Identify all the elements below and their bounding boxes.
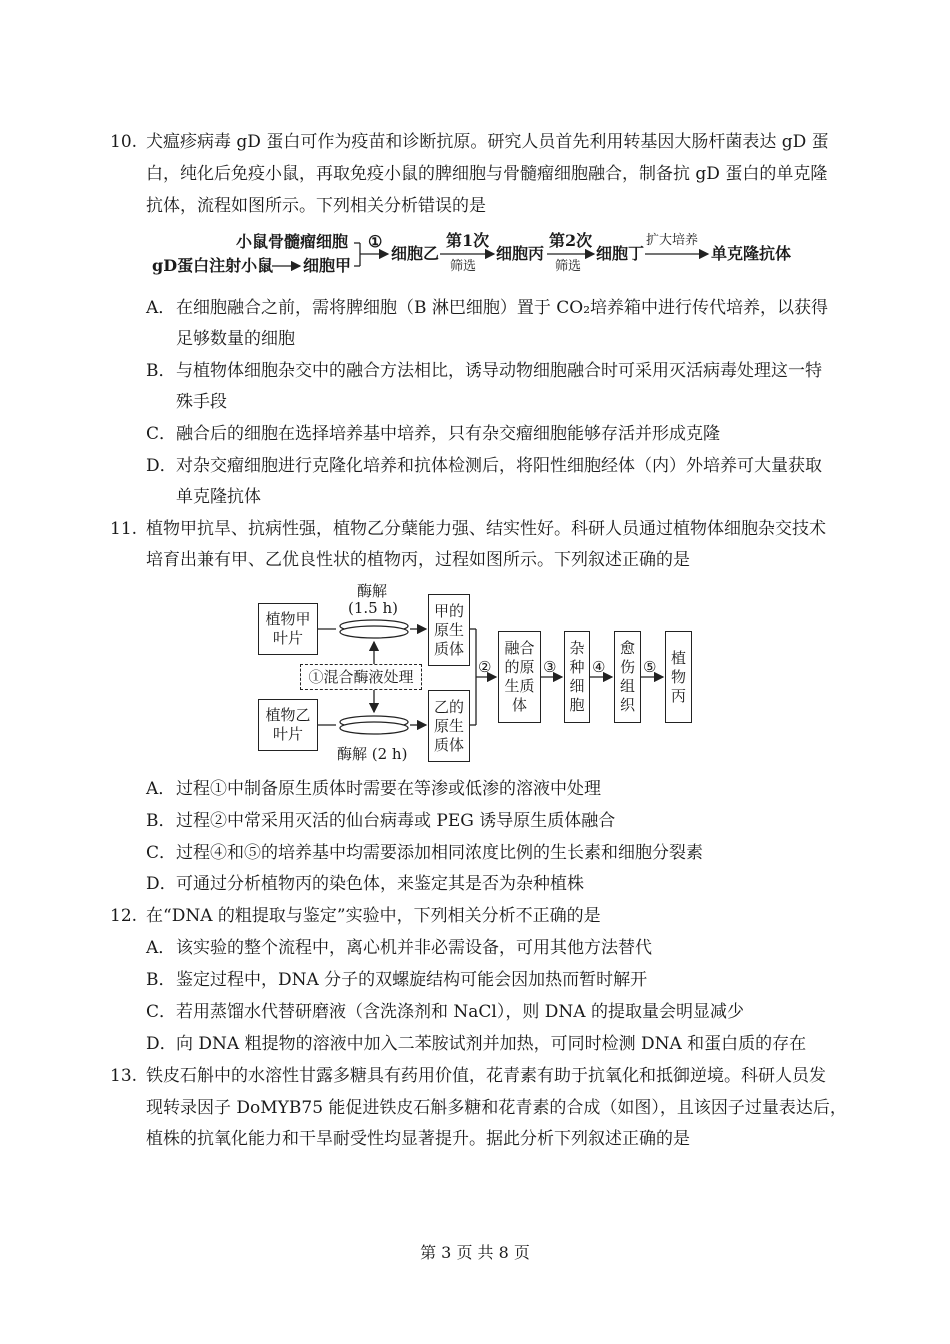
expand-culture-label: 扩大培养 — [646, 233, 699, 248]
screen-1-bottom-label: 筛选 — [450, 259, 477, 274]
screen-2-bottom-label: 筛选 — [555, 259, 582, 274]
option-text: 单克隆抗体 — [176, 487, 261, 507]
question-number: 11. — [110, 519, 138, 539]
hybrid-cell-box: 杂种细胞 — [564, 631, 590, 723]
question-stem-line: 现转录因子 DoMYB75 能促进铁皮石斛多糖和花青素的合成（如图），且该因子过量表达后， — [146, 1098, 847, 1118]
option-text: 可通过分析植物丙的染色体，来鉴定其是否为杂种植株 — [176, 874, 584, 894]
option-text: 融合后的细胞在选择培养基中培养，只有杂交瘤细胞能够存活并形成克隆 — [176, 424, 720, 444]
option-text: 过程②中常采用灭活的仙台病毒或 PEG 诱导原生质体融合 — [176, 811, 616, 831]
step-1-label: ① — [368, 232, 383, 251]
option-text: 过程④和⑤的培养基中均需要添加相同浓度比例的生长素和细胞分裂素 — [176, 843, 703, 863]
question-stem-line: 培育出兼有甲、乙优良性状的植物丙，过程如图所示。下列叙述正确的是 — [146, 550, 690, 570]
screen-1-top-label: 第1次 — [446, 231, 490, 250]
option-label: C． — [146, 1002, 177, 1022]
question-stem-line: 铁皮石斛中的水溶性甘露多糖具有药用价值，花青素有助于抗氧化和抵御逆境。科研人员发 — [146, 1066, 826, 1086]
page-footer: 第 3 页 共 8 页 — [420, 1243, 530, 1262]
question-stem-line: 犬瘟疹病毒 gD 蛋白可作为疫苗和诊断抗原。研究人员首先利用转基因大肠杆菌表达 gD 蛋 — [146, 132, 829, 152]
option-text: 足够数量的细胞 — [176, 329, 295, 349]
enzyme-top-time-label: (1.5 h) — [348, 599, 398, 617]
option-text: 在细胞融合之前，需将脾细胞（B 淋巴细胞）置于 CO₂培养箱中进行传代培养，以获得 — [176, 298, 829, 318]
option-text: 该实验的整个流程中，离心机并非必需设备，可用其他方法替代 — [176, 938, 652, 958]
cell-b-label: 细胞乙 — [391, 244, 440, 263]
question-number: 10. — [110, 132, 138, 152]
question-stem-line: 植物甲抗旱、抗病性强，植物乙分蘖能力强、结实性好。科研人员通过植物体细胞杂交技术 — [146, 519, 826, 539]
option-text: 对杂交瘤细胞进行克隆化培养和抗体检测后，将阳性细胞经体（内）外培养可大量获取 — [176, 456, 822, 476]
option-text: 向 DNA 粗提物的溶液中加入二苯胺试剂并加热，可同时检测 DNA 和蛋白质的存在 — [176, 1034, 807, 1054]
callus-box: 愈伤组织 — [614, 631, 641, 723]
question-stem-line: 在“DNA 的粗提取与鉴定”实验中，下列相关分析不正确的是 — [146, 906, 601, 926]
plant-a-leaf-box: 植物甲叶片 — [258, 603, 318, 655]
option-text: 殊手段 — [176, 392, 227, 412]
question-stem-line: 植株的抗氧化能力和干旱耐受性均显著提升。据此分析下列叙述正确的是 — [146, 1129, 690, 1149]
option-label: D． — [146, 456, 177, 476]
monoclonal-antibody-label: 单克隆抗体 — [711, 244, 792, 263]
option-label: C． — [146, 424, 177, 444]
option-label: C． — [146, 843, 177, 863]
screen-2-top-label: 第2次 — [549, 231, 593, 250]
protoplast-b-box: 乙的原生质体 — [428, 690, 470, 762]
step-3-label: ③ — [543, 658, 557, 676]
cell-a-label: 细胞甲 — [303, 256, 352, 275]
option-label: B． — [146, 361, 176, 381]
option-text: 过程①中制备原生质体时需要在等渗或低渗的溶液中处理 — [176, 779, 601, 799]
cell-c-label: 细胞丙 — [496, 244, 545, 263]
protoplast-a-box: 甲的原生质体 — [428, 594, 470, 666]
enzyme-bottom-label: 酶解 (2 h) — [337, 745, 408, 763]
option-label: B． — [146, 811, 176, 831]
option-label: D． — [146, 1034, 177, 1054]
gd-mouse-label: gD蛋白注射小鼠 — [152, 256, 274, 275]
option-text: 与植物体细胞杂交中的融合方法相比，诱导动物细胞融合时可采用灭活病毒处理这一特 — [176, 361, 822, 381]
myeloma-cell-label: 小鼠骨髓瘤细胞 — [236, 232, 349, 251]
cell-d-label: 细胞丁 — [596, 244, 645, 263]
step-4-label: ④ — [592, 658, 606, 676]
option-label: A． — [146, 779, 176, 799]
question-stem-line: 白，纯化后免疫小鼠，再取免疫小鼠的脾细胞与骨髓瘤细胞融合，制备抗 gD 蛋白的单克隆 — [146, 164, 828, 184]
enzyme-top-label: 酶解 — [357, 582, 388, 600]
option-label: B． — [146, 970, 176, 990]
question-stem-line: 抗体，流程如图所示。下列相关分析错误的是 — [146, 196, 486, 216]
mix-enzyme-box: ①混合酶液处理 — [300, 664, 422, 690]
option-label: A． — [146, 298, 176, 318]
option-label: D． — [146, 874, 177, 894]
fused-protoplast-box: 融合的原生质体 — [498, 631, 541, 723]
option-text: 若用蒸馏水代替研磨液（含洗涤剂和 NaCl），则 DNA 的提取量会明显减少 — [176, 1002, 744, 1022]
step-5-label: ⑤ — [643, 658, 657, 676]
question-number: 13. — [110, 1066, 138, 1086]
option-label: A． — [146, 938, 176, 958]
plant-c-box: 植物丙 — [665, 631, 692, 723]
question-number: 12. — [110, 906, 138, 926]
plant-b-leaf-box: 植物乙叶片 — [258, 699, 318, 751]
option-text: 鉴定过程中，DNA 分子的双螺旋结构可能会因加热而暂时解开 — [176, 970, 648, 990]
step-2-label: ② — [478, 658, 492, 676]
